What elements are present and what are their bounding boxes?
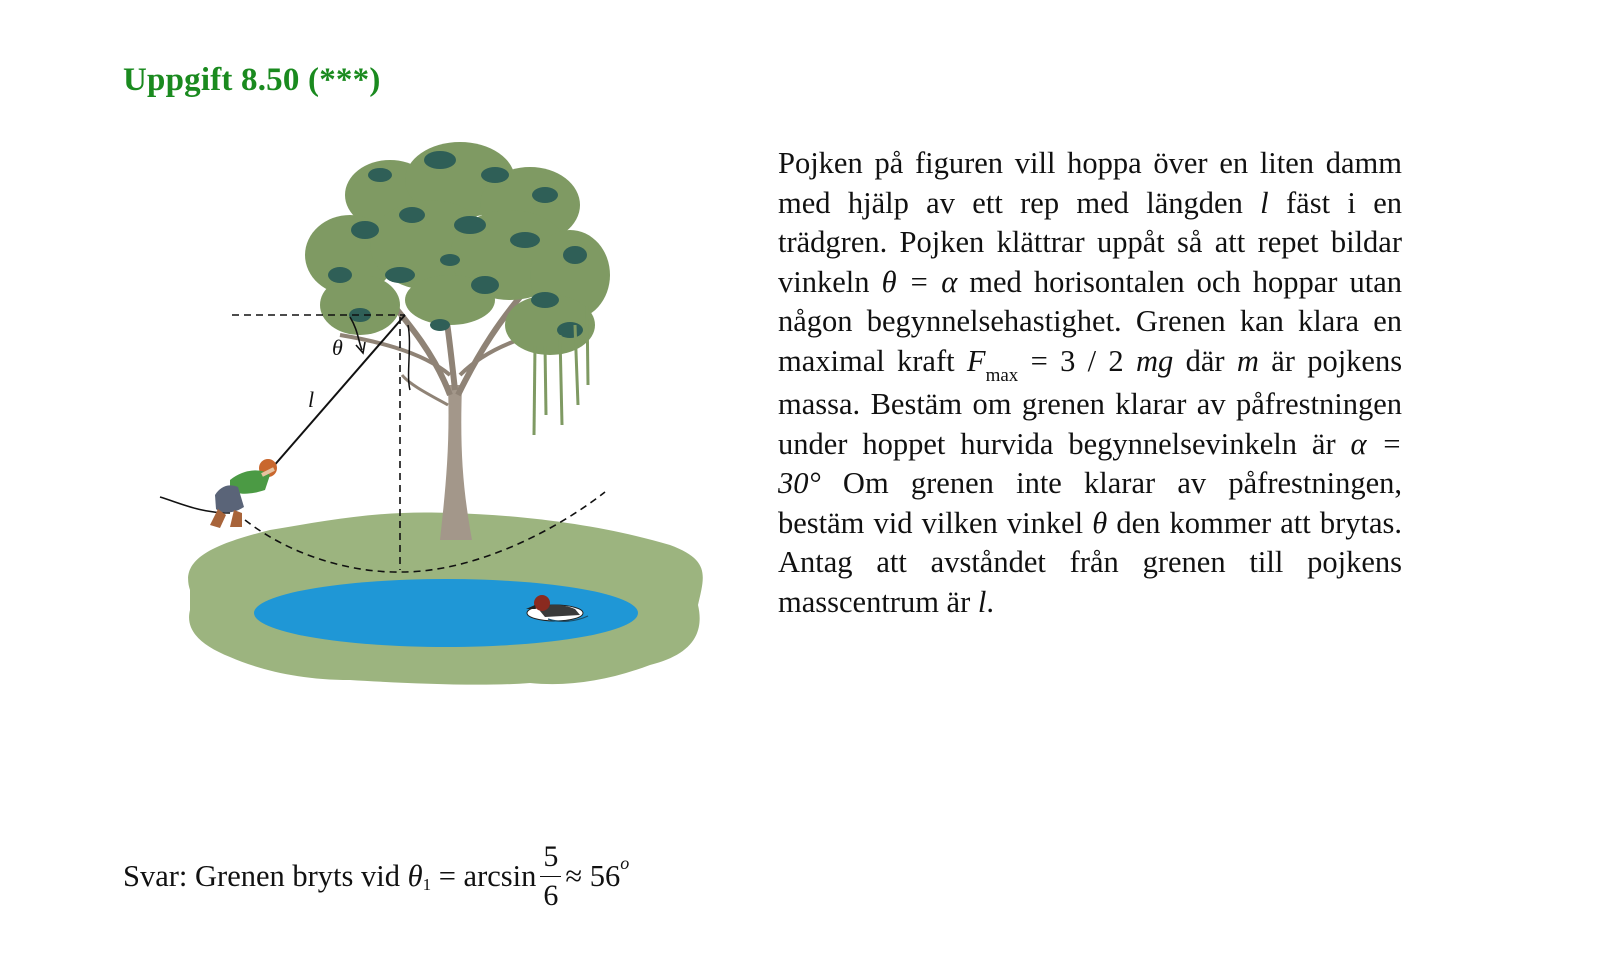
problem-text-part: . [986,584,994,619]
force-value: = 3 / 2 [1030,343,1124,378]
problem-text-part: där [1185,343,1225,378]
answer-approx-value: ≈ 56 [565,858,621,893]
fraction-numerator: 5 [540,840,561,877]
problem-text [778,144,1402,622]
answer-equals-arcsin: = arcsin [438,858,537,893]
force-symbol: F [966,343,986,378]
answer-theta: θ [407,858,423,893]
problem-paragraph [778,144,1402,622]
theta-equals-alpha: θ = α [881,264,958,299]
answer-prefix: Svar: Grenen bryts vid [123,858,400,893]
problem-text-part: Pojken på figuren vill hoppa över en liten damm med hjälp av ett rep med längden [778,146,1402,220]
answer-theta-subscript: 1 [422,875,432,894]
problem-text-part: är pojkens massa. Bestäm om grenen klarar av påfrestningen under hoppet hurvida begynnelsevinkeln är [778,343,1403,461]
problem-text-part: den kommer att brytas. Antag att avståndet från grenen till pojkens masscentrum är [778,505,1403,619]
boy-swinging-icon [160,459,277,528]
pendulum-figure [150,135,730,720]
force-subscript: max [985,364,1019,386]
answer-fraction [540,840,561,913]
variable-m: m [1236,343,1259,378]
problem-text-part: fäst i en trädgren. Pojken klättrar uppåt så att repet bildar vinkeln [778,185,1402,299]
variable-l: l [1260,185,1269,220]
theta-label: θ [332,335,343,360]
mg-symbol: mg [1136,343,1174,378]
fraction-denominator: 6 [543,878,559,912]
degree-symbol: o [620,852,630,873]
problem-text-part: med horisontalen och hoppar utan någon begynnelsehastighet. Grenen kan klara en maximal kraft [778,264,1403,378]
answer [123,836,629,916]
tree-icon [305,142,610,540]
problem-text-part: Om grenen inte klarar av påfrestningen, bestäm vid vilken vinkel [778,466,1402,540]
task-title: Uppgift 8.50 (***) [123,62,381,98]
variable-theta: θ [1092,505,1108,540]
length-label: l [308,387,315,412]
alpha-equals: α = 30° [778,426,1403,500]
variable-l: l [977,584,987,619]
